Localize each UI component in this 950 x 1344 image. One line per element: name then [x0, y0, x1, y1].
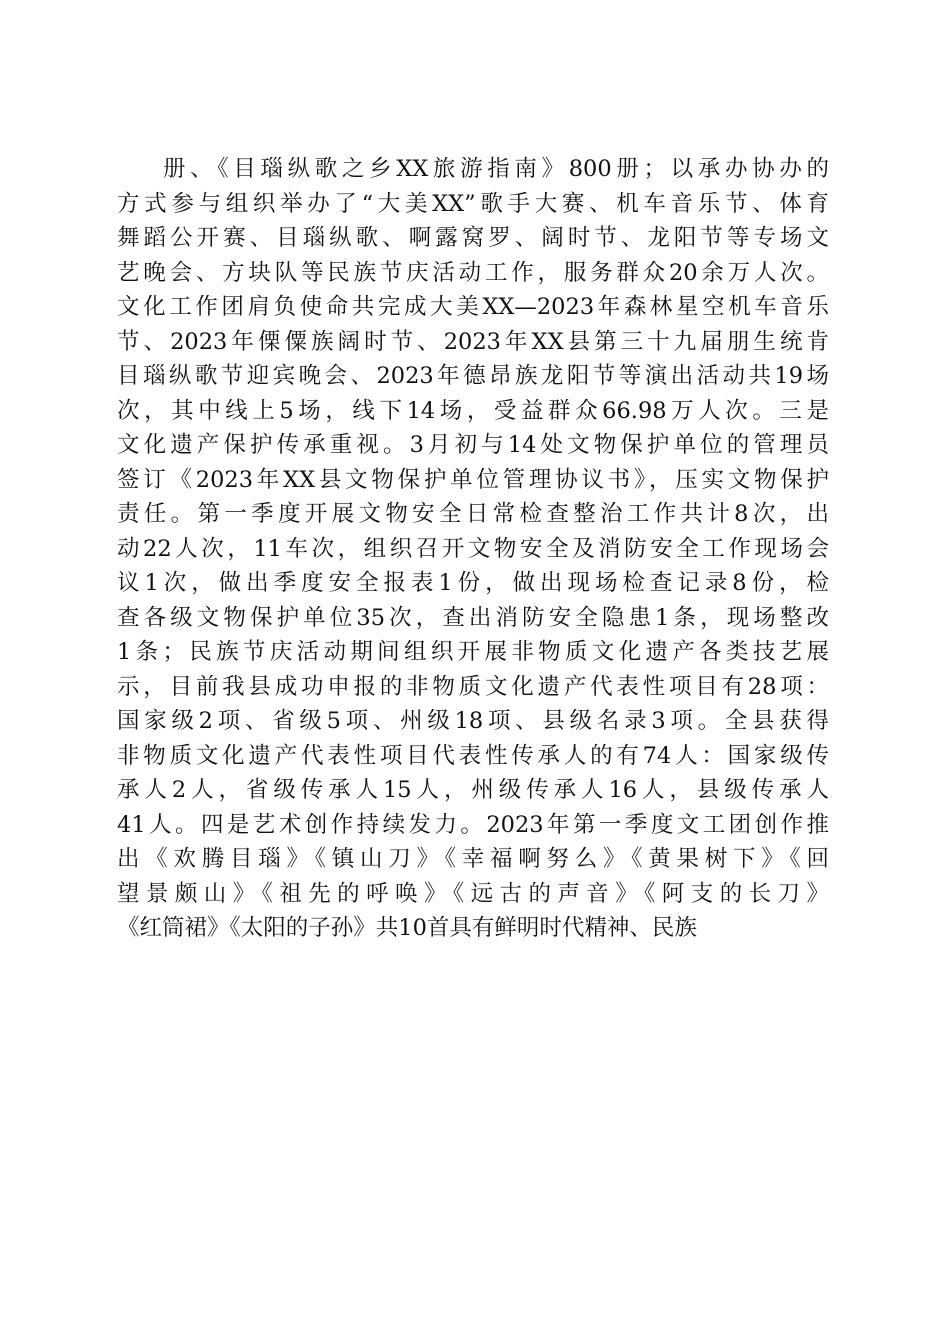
text-line: 文化工作团肩负使命共完成大美XX—2023年森林星空机车音乐	[117, 294, 829, 320]
text-line: 非物质文化遗产代表性项目代表性传承人的有74人：国家级传	[117, 742, 829, 769]
text-line: 《红筒裙》《太阳的子孙》共10首具有鲜明时代精神、民族	[117, 915, 697, 941]
text-line: 国家级2项、省级5项、州级18项、县级名录3项。全县获得	[117, 708, 829, 734]
text-line: 查各级文物保护单位35次，查出消防安全隐患1条，现场整改	[117, 604, 829, 631]
text-line: 望景颇山》《祖先的呼唤》《远古的声音》《阿支的长刀》	[117, 880, 829, 907]
text-line: 次，其中线上5场，线下14场，受益群众66.98万人次。三是	[117, 397, 829, 424]
text-line: 1条；民族节庆活动期间组织开展非物质文化遗产各类技艺展	[117, 639, 829, 665]
text-line: 节、2023年傈僳族阔时节、2023年XX县第三十九届朋生统肯	[117, 328, 829, 355]
text-line: 示，目前我县成功申报的非物质文化遗产代表性项目有28项：	[117, 673, 829, 700]
text-line: 目瑙纵歌节迎宾晚会、2023年德昂族龙阳节等演出活动共19场	[117, 363, 829, 389]
text-line: 册、《目瑙纵歌之乡XX旅游指南》800册；以承办协办的	[163, 156, 829, 182]
text-line: 41人。四是艺术创作持续发力。2023年第一季度文工团创作推	[117, 811, 829, 838]
text-line: 责任。第一季度开展文物安全日常检查整治工作共计8次，出	[117, 501, 829, 527]
text-line: 艺晚会、方块队等民族节庆活动工作，服务群众20余万人次。	[117, 259, 829, 286]
text-line: 文化遗产保护传承重视。3月初与14处文物保护单位的管理员	[117, 432, 829, 458]
text-line: 舞蹈公开赛、目瑙纵歌、啊露窝罗、阔时节、龙阳节等专场文	[117, 225, 829, 251]
text-line: 议1次，做出季度安全报表1份，做出现场检查记录8份，检	[117, 570, 829, 596]
text-line: 签订《2023年XX县文物保护单位管理协议书》，压实文物保护	[117, 466, 829, 493]
text-line: 方式参与组织举办了“大美XX”歌手大赛、机车音乐节、体育	[117, 190, 829, 217]
text-line: 承人2人，省级传承人15人，州级传承人16人，县级传承人	[117, 777, 829, 803]
text-line: 动22人次，11车次，组织召开文物安全及消防安全工作现场会	[117, 535, 829, 562]
text-line: 出《欢腾目瑙》《镇山刀》《幸福啊努么》《黄果树下》《回	[117, 846, 829, 872]
body-paragraph	[117, 152, 829, 946]
